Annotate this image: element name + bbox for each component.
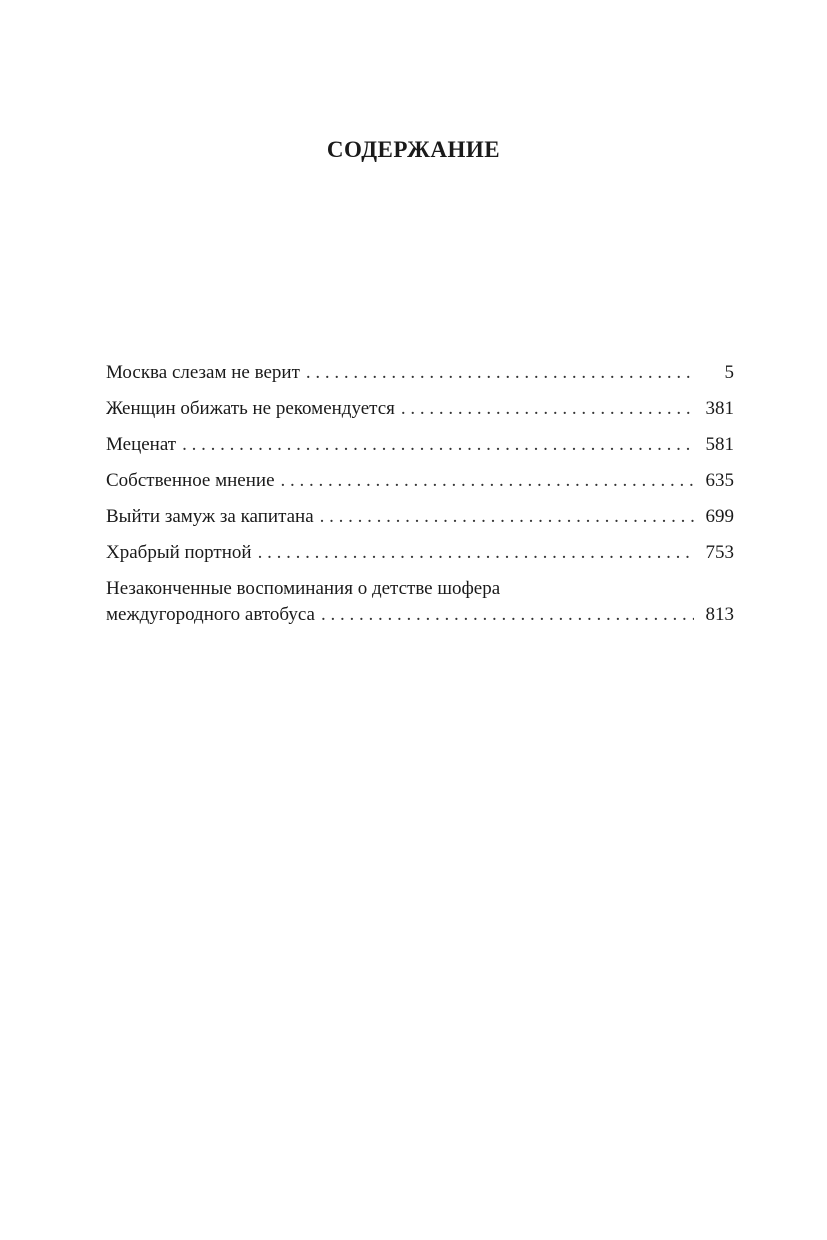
toc-line xyxy=(106,468,734,494)
dot-leader xyxy=(306,360,694,386)
page-title: СОДЕРЖАНИЕ xyxy=(326,137,501,162)
toc-entry-title: Женщин обижать не рекомендуется xyxy=(106,398,395,419)
toc-entry-page: 635 xyxy=(705,470,734,491)
toc-entry-title-line1: Незаконченные воспоминания о детстве шофера xyxy=(106,578,501,599)
dot-leader xyxy=(258,540,694,566)
toc-entry-page: 381 xyxy=(705,398,734,419)
dot-leader xyxy=(321,602,694,628)
toc-entry-page: 5 xyxy=(724,362,734,383)
toc-entry[interactable] xyxy=(106,432,734,458)
toc-line xyxy=(106,504,734,530)
toc-entry-title-line2: междугородного автобуса xyxy=(106,604,315,625)
toc-entry-page: 813 xyxy=(705,604,734,625)
dot-leader xyxy=(401,396,694,422)
toc-entry-page: 699 xyxy=(705,506,734,527)
dot-leader xyxy=(320,504,694,530)
toc-line xyxy=(106,432,734,458)
toc-line xyxy=(106,396,734,422)
toc-entry-title: Собственное мнение xyxy=(106,470,275,491)
toc-line xyxy=(106,576,734,602)
toc-entry-title: Москва слезам не верит xyxy=(106,362,300,383)
toc-entry[interactable] xyxy=(106,468,734,494)
toc-entry[interactable] xyxy=(106,360,734,386)
toc-entry-page: 753 xyxy=(705,542,734,563)
toc-line xyxy=(106,360,734,386)
toc-entry[interactable] xyxy=(106,504,734,530)
dot-leader xyxy=(281,468,694,494)
toc-entry[interactable] xyxy=(106,576,734,628)
toc-entry[interactable] xyxy=(106,396,734,422)
toc-entry-page: 581 xyxy=(705,434,734,455)
toc-entry[interactable] xyxy=(106,540,734,566)
table-of-contents xyxy=(106,360,734,638)
toc-entry-title: Храбрый портной xyxy=(106,542,252,563)
toc-entry-title: Меценат xyxy=(106,434,177,455)
toc-entry-title: Выйти замуж за капитана xyxy=(106,506,314,527)
toc-line xyxy=(106,602,734,628)
toc-line xyxy=(106,540,734,566)
dot-leader xyxy=(182,432,694,458)
